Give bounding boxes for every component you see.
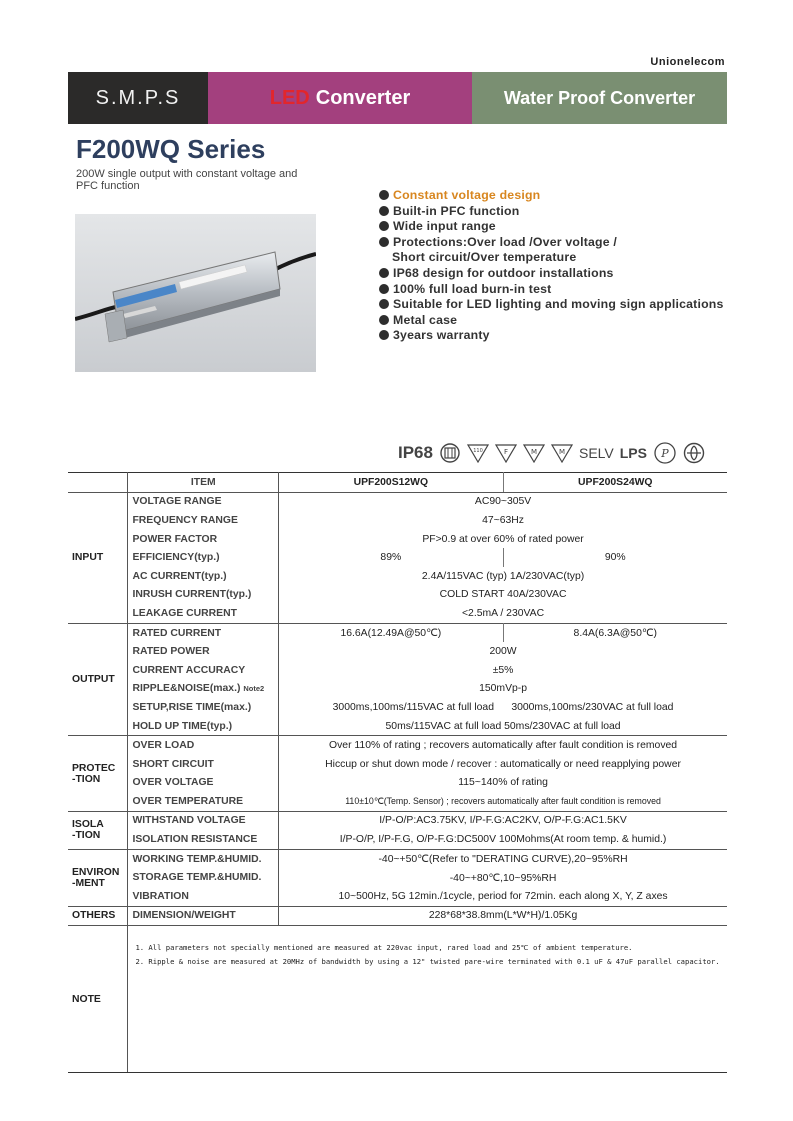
banner-waterproof[interactable]: Water Proof Converter	[472, 72, 727, 124]
table-row	[68, 849, 727, 868]
group-others: OTHERS	[68, 906, 128, 926]
header-model-2: UPF200S24WQ	[503, 473, 727, 493]
triangle-110-icon	[467, 443, 489, 463]
row-label: ISOLATION RESISTANCE	[128, 830, 279, 849]
row-value-model-1: 89%	[279, 548, 503, 567]
row-value: Hiccup or shut down mode / recover : automatically or need reapplying power	[325, 758, 681, 770]
bullet-icon	[379, 206, 389, 216]
row-value: 2.4A/115VAC (typ) 1A/230VAC(typ)	[421, 570, 585, 582]
bullet-icon	[379, 330, 389, 340]
row-value: 10~500Hz, 5G 12min./1cycle, period for 72min. each along X, Y, Z axes	[338, 890, 668, 902]
row-label: VOLTAGE RANGE	[128, 492, 279, 511]
table-row-notes	[68, 926, 727, 1073]
feature-item: Metal case	[379, 313, 724, 329]
feature-item: IP68 design for outdoor installations	[379, 266, 724, 282]
row-label: VIBRATION	[128, 887, 279, 906]
table-row	[68, 717, 727, 736]
row-label-note: Note2	[243, 684, 265, 694]
note-item: 1. All parameters not specially mentioned are measured at 220vac input, rared load and 25℃ of ambient temperature.	[135, 943, 633, 953]
table-row	[68, 492, 727, 511]
feature-item: 3years warranty	[379, 328, 724, 344]
table-row	[68, 774, 727, 793]
row-label: SETUP,RISE TIME(max.)	[128, 698, 279, 717]
row-label: RATED POWER	[128, 642, 279, 661]
category-banner	[68, 72, 727, 124]
row-label: OVER LOAD	[128, 736, 279, 755]
banner-led-converter[interactable]	[208, 72, 472, 124]
row-label: FREQUENCY RANGE	[128, 511, 279, 530]
row-value: COLD START 40A/230VAC	[439, 589, 567, 601]
feature-item: Protections:Over load /Over voltage /	[379, 235, 724, 251]
feature-item: 100% full load burn-in test	[379, 282, 724, 298]
row-value: 47~63Hz	[482, 514, 524, 526]
row-value-model-1: 16.6A(12.49A@50℃)	[279, 623, 503, 642]
group-environment: ENVIRON -MENT	[68, 849, 128, 906]
feature-item: Suitable for LED lighting and moving sign applications	[379, 297, 724, 313]
table-row	[68, 623, 727, 642]
row-value-model-2: 8.4A(6.3A@50℃)	[503, 623, 727, 642]
bullet-icon	[379, 268, 389, 278]
lps-mark: LPS	[619, 445, 647, 461]
svg-text:110: 110	[473, 448, 483, 454]
row-label: HOLD UP TIME(typ.)	[128, 717, 279, 736]
specification-table	[68, 472, 727, 1073]
row-label: OVER TEMPERATURE	[128, 792, 279, 811]
row-value: 150mVp-p	[479, 683, 528, 695]
ip68-mark: IP68	[398, 443, 433, 462]
row-label: CURRENT ACCURACY	[128, 661, 279, 680]
bullet-icon	[379, 315, 389, 325]
converter-image	[75, 214, 316, 372]
table-row	[68, 511, 727, 530]
table-row	[68, 530, 727, 549]
table-row	[68, 642, 727, 661]
banner-converter-word: Converter	[315, 86, 411, 109]
row-label: RIPPLE&NOISE(max.) Note2	[128, 680, 279, 699]
svg-text:M: M	[530, 448, 538, 456]
row-label: LEAKAGE CURRENT	[128, 604, 279, 623]
group-isolation: ISOLA -TION	[68, 811, 128, 849]
f-mark-icon	[495, 443, 517, 463]
svg-text:P: P	[661, 447, 669, 460]
m-mark-icon	[523, 443, 545, 463]
table-row	[68, 567, 727, 586]
table-row	[68, 792, 727, 811]
table-row	[68, 604, 727, 623]
pse-mark-icon	[653, 442, 677, 464]
row-label: WORKING TEMP.&HUMID.	[128, 849, 279, 868]
row-label: AC CURRENT(typ.)	[128, 567, 279, 586]
row-value: I/P-O/P, I/P-F.G, O/P-F.G:DC500V 100Mohms(At room temp. & humid.)	[339, 834, 667, 846]
row-value: 50ms/115VAC at full load 50ms/230VAC at full load	[385, 720, 621, 732]
note-item: 2. Ripple & noise are measured at 20MHz of bandwidth by using a 12" twisted pare-wire terminated with 0.1 uF & 47uF parallel capacitor.	[135, 957, 720, 967]
row-value: 115~140% of rating	[458, 777, 548, 789]
feature-item: Wide input range	[379, 219, 724, 235]
header-item: ITEM	[128, 473, 279, 493]
table-row	[68, 868, 727, 887]
table-row	[68, 736, 727, 755]
selv-mark: SELV	[578, 445, 614, 461]
row-value: PF>0.9 at over 60% of rated power	[422, 533, 584, 545]
row-label: INRUSH CURRENT(typ.)	[128, 586, 279, 605]
table-row	[68, 680, 727, 699]
certification-marks	[398, 441, 705, 465]
row-label: SHORT CIRCUIT	[128, 755, 279, 774]
row-label: RATED CURRENT	[128, 623, 279, 642]
row-label: EFFICIENCY(typ.)	[128, 548, 279, 567]
table-row	[68, 548, 727, 567]
row-value: I/P-O/P:AC3.75KV, I/P-F.G:AC2KV, O/P-F.G:AC1.5KV	[279, 811, 727, 830]
brand-name: Unionelecom	[650, 56, 725, 68]
row-value: -40~+80℃,10~95%RH	[449, 872, 557, 884]
svg-text:F: F	[503, 448, 508, 456]
notes-cell	[128, 926, 727, 1073]
page-title: F200WQ Series	[76, 134, 266, 164]
header-blank	[68, 473, 128, 493]
group-note: NOTE	[68, 926, 128, 1073]
banner-smps[interactable]: S.M.P.S	[68, 72, 208, 124]
row-value: Over 110% of rating ; recovers automatically after fault condition is removed	[279, 736, 727, 755]
enclosure-icon	[439, 442, 461, 464]
table-row	[68, 755, 727, 774]
header-model-1: UPF200S12WQ	[279, 473, 503, 493]
mm-mark-icon	[551, 443, 573, 463]
row-value: 228*68*38.8mm(L*W*H)/1.05Kg	[279, 906, 727, 926]
bullet-icon	[379, 190, 389, 200]
bullet-icon	[379, 221, 389, 231]
row-label: WITHSTAND VOLTAGE	[128, 811, 279, 830]
row-value: -40~+50℃(Refer to "DERATING CURVE),20~95%RH	[279, 849, 727, 868]
kc-mark-icon	[683, 442, 705, 464]
row-value: 110±10℃(Temp. Sensor) ; recovers automatically after fault condition is removed	[345, 795, 661, 806]
table-header-row	[68, 473, 727, 493]
table-row	[68, 586, 727, 605]
table-row	[68, 811, 727, 830]
bullet-icon	[379, 284, 389, 294]
feature-list	[379, 188, 724, 344]
row-label: STORAGE TEMP.&HUMID.	[128, 868, 279, 887]
row-label: POWER FACTOR	[128, 530, 279, 549]
row-value: ±5%	[492, 664, 514, 676]
row-value: AC90~305V	[474, 496, 532, 508]
group-protection: PROTEC -TION	[68, 736, 128, 811]
table-row	[68, 906, 727, 926]
product-photo	[75, 214, 316, 372]
feature-item-continued: Short circuit/Over temperature	[392, 250, 577, 265]
feature-item: Constant voltage design	[379, 188, 724, 204]
row-value: <2.5mA / 230VAC	[461, 607, 545, 619]
bullet-icon	[379, 237, 389, 247]
row-value: 200W	[489, 646, 517, 658]
feature-item: Built-in PFC function	[379, 204, 724, 220]
table-row	[68, 698, 727, 717]
group-output: OUTPUT	[68, 623, 128, 736]
svg-text:M: M	[558, 448, 566, 456]
row-value-model-2: 90%	[604, 552, 626, 564]
group-input: INPUT	[68, 492, 128, 623]
row-label: OVER VOLTAGE	[128, 774, 279, 793]
bullet-icon	[379, 299, 389, 309]
table-row	[68, 830, 727, 849]
banner-led-word: LED	[269, 86, 310, 109]
row-value: 3000ms,100ms/115VAC at full load 3000ms,100ms/230VAC at full load	[332, 701, 674, 713]
row-label: DIMENSION/WEIGHT	[128, 906, 279, 926]
table-row	[68, 661, 727, 680]
table-row	[68, 887, 727, 906]
page-subtitle: 200W single output with constant voltage and PFC function	[76, 168, 298, 192]
